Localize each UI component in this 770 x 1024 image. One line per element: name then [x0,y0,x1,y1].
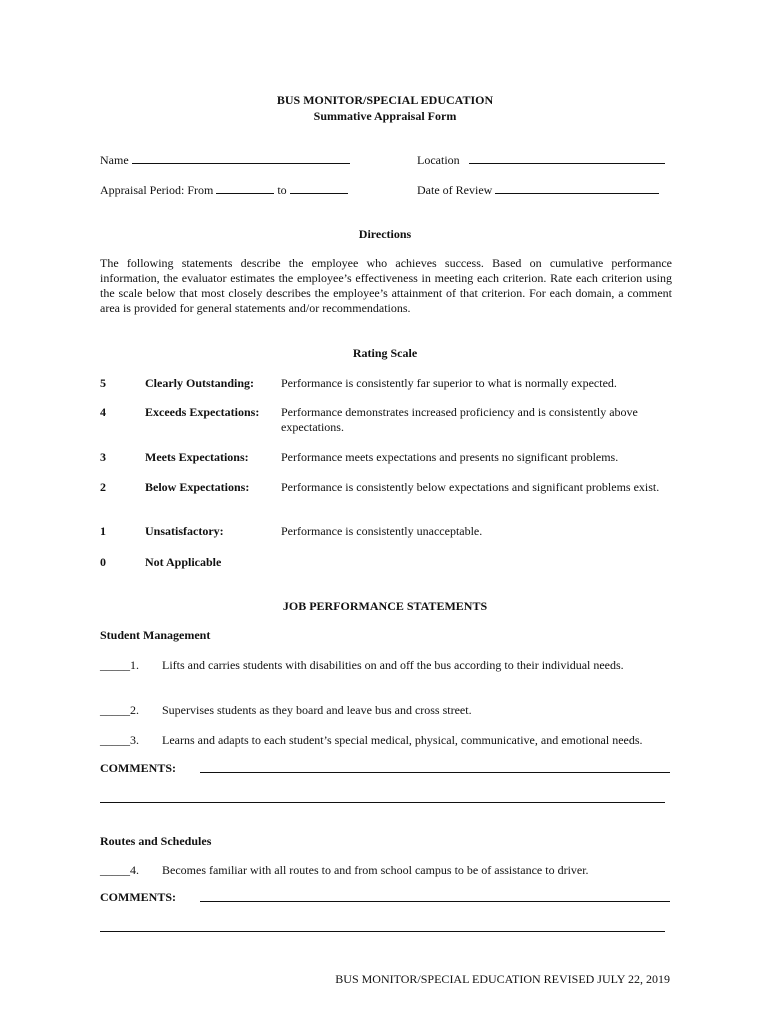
date-of-review-field[interactable] [417,182,659,198]
section-title-routes-and-schedules: Routes and Schedules [100,834,212,848]
statement-rating-blank[interactable]: _____1. [100,658,139,672]
location-label: Location [417,153,460,167]
scale-description: Performance is consistently far superior to what is normally expected. [281,376,617,390]
name-blank[interactable] [132,152,350,164]
statement-rating-blank[interactable]: _____3. [100,733,139,747]
footer-revision: BUS MONITOR/SPECIAL EDUCATION REVISED JULY 22, 2019 [335,972,670,986]
scale-number: 1 [100,524,106,538]
scale-number: 0 [100,555,106,569]
review-blank[interactable] [495,182,659,194]
review-label: Date of Review [417,183,493,197]
section-title-student-management: Student Management [100,628,211,642]
directions-text: The following statements describe the employee who achieves success. Based on cumulative performance information, the evaluator estimates the employee’s effectiveness in meeting each criterion. Rate each criterion using the scale below that most closely describes the employee’s attainment of that criterion. For each domain, a comment area is provided for general statements and/or recommendations. [100,256,672,315]
period-label: Appraisal Period: From [100,183,214,197]
directions-heading: Directions [358,227,412,241]
scale-name: Unsatisfactory: [145,524,224,538]
comments-line[interactable] [100,802,665,803]
scale-name: Clearly Outstanding: [145,376,255,390]
statement-rating-blank[interactable]: _____2. [100,703,139,717]
comments-label: COMMENTS: [100,890,176,904]
scale-number: 2 [100,480,106,494]
location-field[interactable] [417,152,665,168]
period-from-blank[interactable] [216,182,274,194]
scale-name: Exceeds Expectations: [145,405,260,419]
scale-number: 5 [100,376,106,390]
comments-label: COMMENTS: [100,761,176,775]
scale-description: Performance is consistently unacceptable. [281,524,483,538]
period-to-blank[interactable] [290,182,348,194]
statement-rating-blank[interactable]: _____4. [100,863,139,877]
scale-number: 3 [100,450,106,464]
appraisal-period-field[interactable] [100,182,348,198]
scale-name: Below Expectations: [145,480,250,494]
statement-text: Becomes familiar with all routes to and from school campus to be of assistance to driver. [162,863,589,877]
scale-number: 4 [100,405,106,419]
job-performance-heading: JOB PERFORMANCE STATEMENTS [282,599,488,613]
scale-name: Not Applicable [145,555,222,569]
scale-description: Performance is consistently below expectations and significant problems exist. [281,480,660,494]
form-title: BUS MONITOR/SPECIAL EDUCATION [276,93,494,107]
form-subtitle: Summative Appraisal Form [313,109,457,123]
comments-line[interactable] [200,772,670,773]
location-blank[interactable] [469,152,665,164]
statement-text: Supervises students as they board and leave bus and cross street. [162,703,472,717]
comments-line[interactable] [100,931,665,932]
scale-description: Performance demonstrates increased proficiency and is consistently above expectations. [281,405,638,434]
rating-scale-heading: Rating Scale [352,346,418,360]
statement-text: Learns and adapts to each student’s special medical, physical, communicative, and emotional needs. [162,733,643,747]
scale-name: Meets Expectations: [145,450,249,464]
name-label: Name [100,153,129,167]
scale-description: Performance meets expectations and presents no significant problems. [281,450,619,464]
name-field[interactable] [100,152,350,168]
statement-text: Lifts and carries students with disabilities on and off the bus according to their individual needs. [162,658,624,672]
comments-line[interactable] [200,901,670,902]
period-to-label: to [277,183,287,197]
